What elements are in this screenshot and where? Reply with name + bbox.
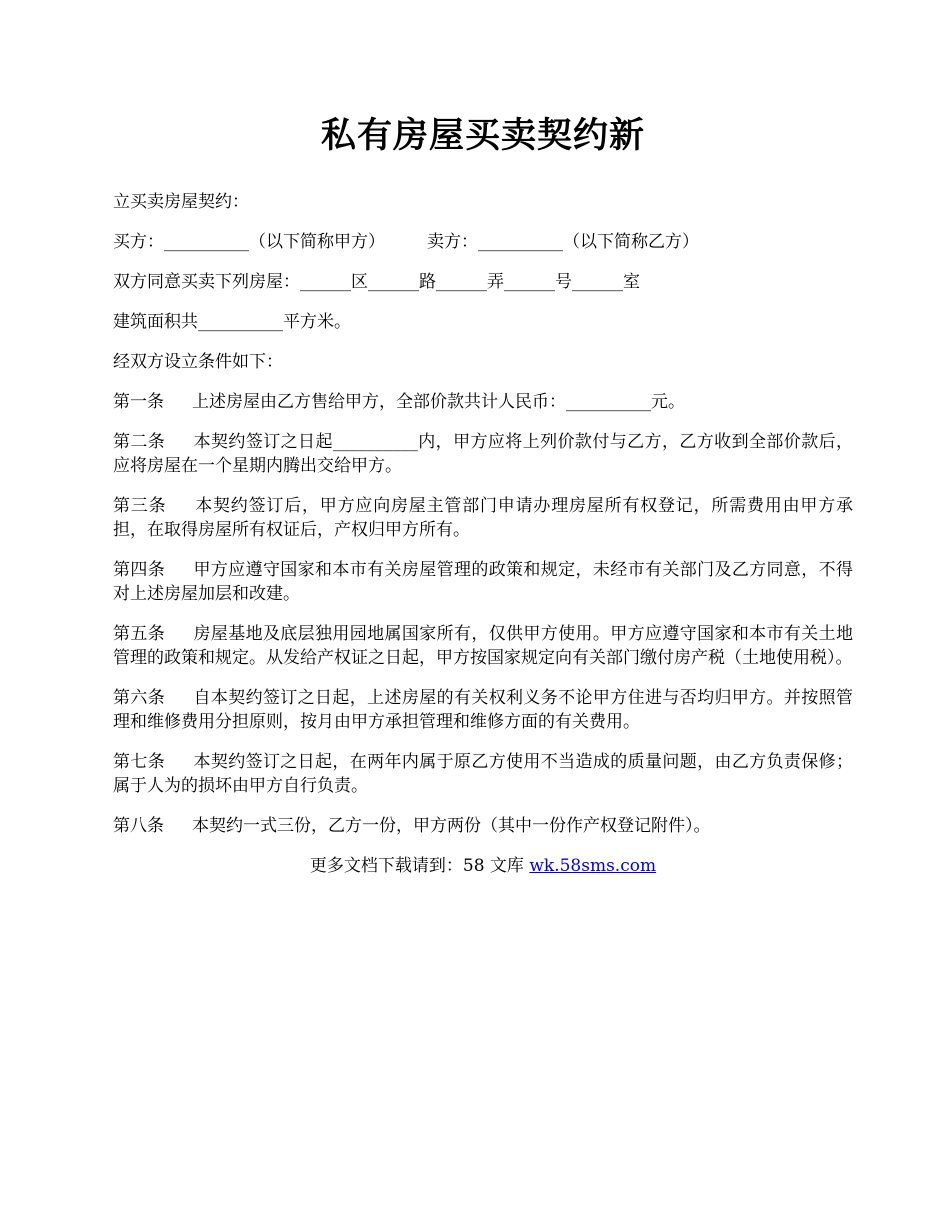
article-label: 第一条 <box>113 392 164 412</box>
article-label: 第五条 <box>113 624 166 644</box>
article-item <box>113 750 853 798</box>
article-item <box>113 686 853 734</box>
article-text: 本契约签订之日起，在两年内属于原乙方使用不当造成的质量问题，由乙方负责保修；属于人为的损坏由甲方自行负责。 <box>113 752 854 796</box>
article-text: 本契约一式三份，乙方一份，甲方两份（其中一份作产权登记附件）。 <box>192 816 711 836</box>
wenku-link[interactable]: wk.58sms.com <box>529 856 657 876</box>
article-label: 第七条 <box>113 752 166 772</box>
footer-text: 更多文档下载请到：58 文库 <box>309 856 530 876</box>
article-item <box>113 494 853 542</box>
article-text: 房屋基地及底层独用园地属国家所有，仅供甲方使用。甲方应遵守国家和本市有关土地管理的政策和规定。从发给产权证之日起，甲方按国家规定向有关部门缴付房产税（土地使用税）。 <box>113 624 854 668</box>
document-page <box>113 110 853 895</box>
article-label: 第八条 <box>113 816 164 836</box>
article-item <box>113 390 853 414</box>
area-line: 建筑面积共__________平方米。 <box>113 312 351 332</box>
intro-line: 立买卖房屋契约： <box>113 192 249 212</box>
seller-field: 卖方：__________（以下简称乙方） <box>427 232 699 252</box>
article-label: 第三条 <box>113 496 167 516</box>
article-text: 甲方应遵守国家和本市有关房屋管理的政策和规定，未经市有关部门及乙方同意，不得对上述房屋加层和改建。 <box>113 560 854 604</box>
buyer-field: 买方：__________（以下简称甲方） <box>113 232 385 252</box>
article-label: 第六条 <box>113 688 166 708</box>
conditions-intro: 经双方设立条件如下： <box>113 352 283 372</box>
article-item <box>113 558 853 606</box>
article-item <box>113 814 853 838</box>
article-label: 第二条 <box>113 432 166 452</box>
document-title: 私有房屋买卖契约新 <box>320 115 645 156</box>
article-text: 本契约签订后，甲方应向房屋主管部门申请办理房屋所有权登记，所需费用由甲方承担，在取得房屋所有权证后，产权归甲方所有。 <box>113 496 854 540</box>
article-text: 本契约签订之日起__________内，甲方应将上列价款付与乙方，乙方收到全部价款后，应将房屋在一个星期内腾出交给甲方。 <box>113 432 854 476</box>
article-item <box>113 430 853 478</box>
articles-list <box>113 390 853 838</box>
article-item <box>113 622 853 670</box>
parties-line <box>113 230 853 254</box>
download-footer <box>113 854 853 878</box>
article-text: 上述房屋由乙方售给甲方，全部价款共计人民币：__________元。 <box>192 392 685 412</box>
article-text: 自本契约签订之日起，上述房屋的有关权利义务不论甲方住进与否均归甲方。并按照管理和维修费用分担原则，按月由甲方承担管理和维修方面的有关费用。 <box>113 688 854 732</box>
house-address-line: 双方同意买卖下列房屋：______区______路______弄______号______室 <box>113 272 640 292</box>
article-label: 第四条 <box>113 560 166 580</box>
